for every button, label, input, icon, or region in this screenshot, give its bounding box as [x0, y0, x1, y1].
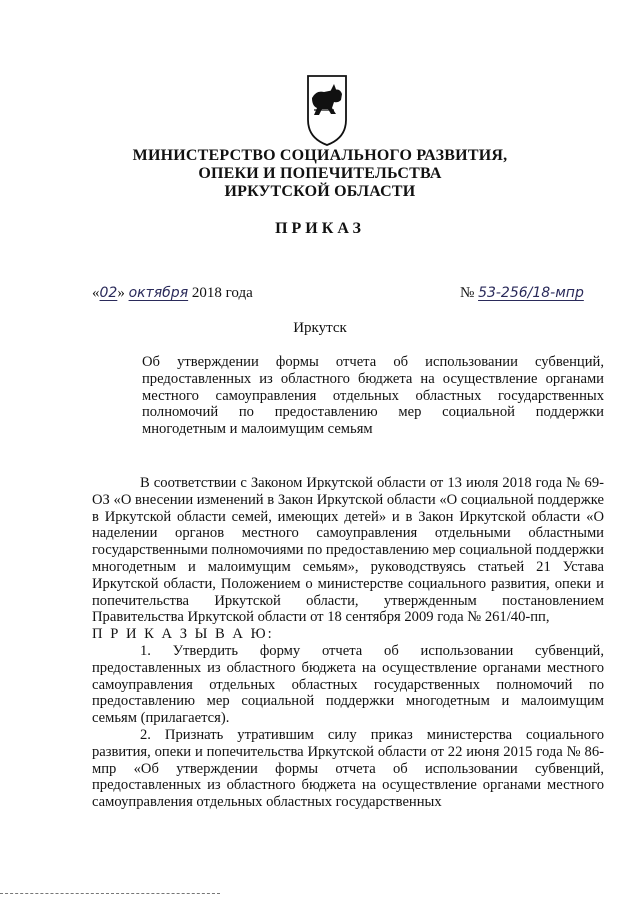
preamble-paragraph: В соответствии с Законом Иркутской области от 13 июля 2018 года № 69-ОЗ «О внесении изменений в Закон Иркутской области «О социальной поддержке в Иркутской области семей, имеющих детей» и в Закон Иркутской области «О наделении органов местного самоуправления отдельными областными государственными полномочиями по предоставлению мер социальной поддержки многодетным и малоимущим семьям», руководствуясь статьей 21 Устава Иркутской области, Положением о министерстве социального развития, опеки и попечительства Иркутской области, утвержденным постановлением Правительства Иркутской области от 18 сентября 2009 года № 261/40-пп,	[92, 475, 604, 626]
date-year: 2018 года	[191, 285, 253, 301]
item-1-paragraph: 1. Утвердить форму отчета об использовании субвенций, предоставленных из областного бюджета на осуществление органами местного самоуправления отдельных областных государственных полномочий по предоставлению мер социальной поддержки многодетным и малоимущим семьям (прилагается).	[92, 642, 604, 727]
date-open-quote: «	[92, 285, 100, 301]
date-day: 02	[99, 285, 118, 301]
item-2-paragraph: 2. Признать утратившим силу приказ министерства социального развития, опеки и попечительства Иркутской области от 22 июня 2015 года № 86-мпр «Об утверждении формы отчета об использовании субвенций, предоставленных из областного бюджета на осуществление органами местного самоуправления отдельных областных государственных	[92, 726, 604, 811]
ministry-name-line2: ОПЕКИ И ПОПЕЧИТЕЛЬСТВА	[198, 165, 442, 182]
page-footer-divider	[0, 893, 220, 894]
date-month: октября	[128, 285, 189, 301]
order-number	[460, 285, 584, 302]
order-number-prefix: №	[460, 285, 475, 301]
coat-of-arms-icon	[304, 70, 350, 148]
ministry-name-line1: МИНИСТЕРСТВО СОЦИАЛЬНОГО РАЗВИТИЯ,	[132, 147, 508, 164]
decree-heading: П Р И К А З Ы В А Ю:	[92, 626, 274, 643]
ministry-name-line3: ИРКУТСКОЙ ОБЛАСТИ	[224, 183, 416, 200]
order-city: Иркутск	[293, 320, 347, 336]
order-title: ПРИКАЗ	[275, 220, 365, 237]
ministry-name	[0, 147, 640, 201]
order-number-value: 53-256/18-мпр	[478, 285, 584, 301]
order-subject: Об утверждении формы отчета об использовании субвенций, предоставленных из областного бюджета на осуществление органами местного самоуправления отдельных областных государственных полномочий по предоставлению мер социальной поддержки многодетным и малоимущим семьям	[142, 354, 604, 438]
date-close-quote: »	[117, 285, 125, 301]
order-date	[92, 285, 253, 302]
order-body	[92, 475, 604, 811]
